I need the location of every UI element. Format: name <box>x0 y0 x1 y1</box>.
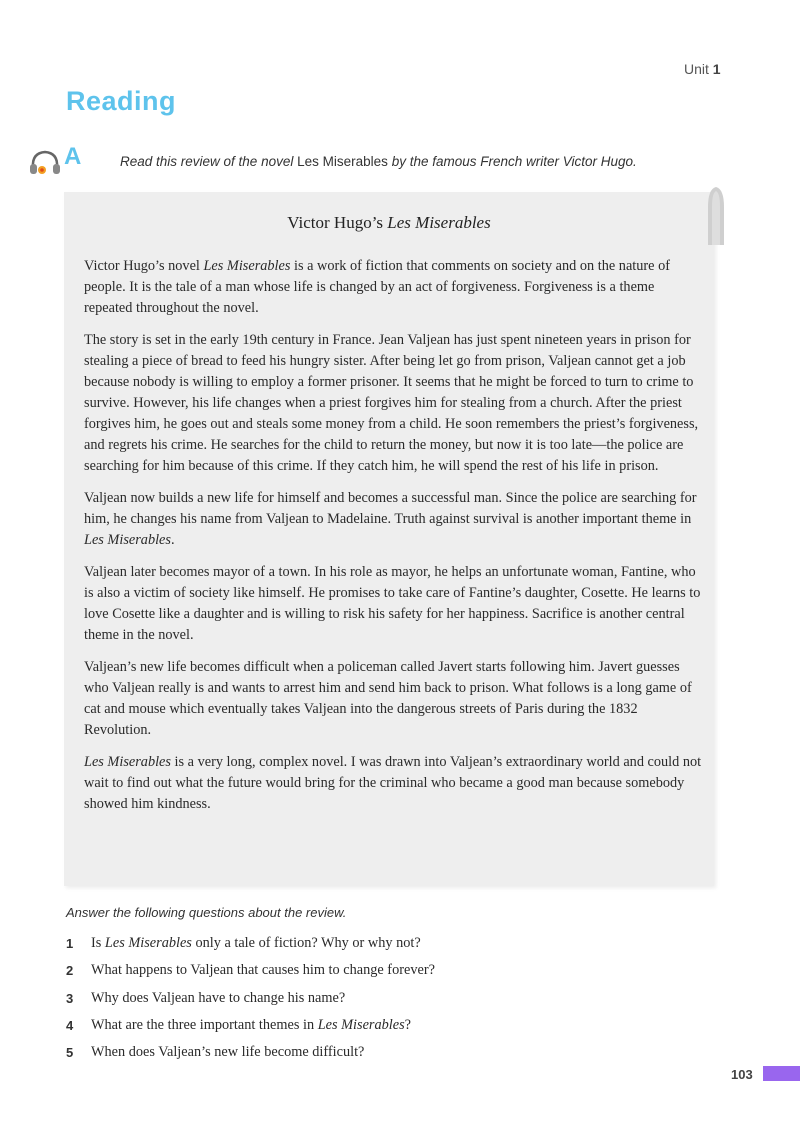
instruction-text: Read this review of the novel Les Miserables by the famous French writer Victor Hugo. <box>120 154 637 169</box>
section-title: Reading <box>66 86 177 116</box>
exercise-letter: A <box>64 143 82 170</box>
review-paragraph: Victor Hugo’s novel Les Miserables is a work of fiction that comments on society and on the nature of people. It is the tale of a man whose life is changed by an act of forgiveness. Forgiveness is a theme repeated throughout the novel. <box>84 258 671 316</box>
review-body <box>84 256 706 815</box>
page-number-accent-bar <box>763 1066 800 1081</box>
page-number: 103 <box>731 1067 753 1082</box>
questions-instruction: Answer the following questions about the review. <box>66 905 347 920</box>
review-box <box>64 192 714 886</box>
review-paragraph: Les Miserables is a very long, complex novel. I was drawn into Valjean’s extraordinary world and could not wait to find out what the future would bring for the criminal who became a good man because somebody showed him kindness. <box>84 754 702 812</box>
review-paragraph: Valjean now builds a new life for himself and becomes a successful man. Since the police are searching for him, he changes his name from Valjean to Madelaine. Truth against survival is another important theme in Les Miserables. <box>84 490 697 548</box>
review-paragraph: Valjean’s new life becomes difficult when a policeman called Javert starts following him. Javert guesses who Valjean really is and wants to arrest him and send him back to prison. What follows is a long game of cat and mouse which eventually takes Valjean into the dangerous streets of Paris during the 1832 Revolution. <box>84 659 692 738</box>
question-item: 2 What happens to Valjean that causes him to change forever? <box>66 962 435 979</box>
review-title: Victor Hugo’s Les Miserables <box>287 213 491 232</box>
question-item: 5 When does Valjean’s new life become difficult? <box>66 1044 365 1061</box>
headphones-icon[interactable] <box>28 147 62 177</box>
page-curl-decoration <box>698 185 728 245</box>
review-paragraph: Valjean later becomes mayor of a town. In his role as mayor, he helps an unfortunate woman, Fantine, who is also a victim of society like himself. He promises to take care of Fantine’s daughter, Cosette. He learns to love Cosette like a daughter and is willing to risk his safety for her happiness. Sacrifice is another central theme in the novel. <box>84 564 701 643</box>
question-item: 4 What are the three important themes in Les Miserables? <box>66 1017 412 1034</box>
review-paragraph: The story is set in the early 19th century in France. Jean Valjean has just spent nineteen years in prison for stealing a piece of bread to feed his hungry sister. After being let go from prison, Valjean cannot get a job because nobody is willing to employ a former prisoner. It seems that he might be forced to turn to crime to survive. However, his life changes when a priest forgives him for stealing from a church. After the priest forgives him, he goes out and steals some money from a child. He soon remembers the priest’s forgiveness, and regrets his crime. He searches for the child to return the money, but now it is too late—the police are searching for him because of this crime. If they catch him, he will spend the rest of his life in prison. <box>84 332 699 474</box>
question-item: 3 Why does Valjean have to change his name? <box>66 989 346 1006</box>
question-item: 1 Is Les Miserables only a tale of fiction? Why or why not? <box>66 935 421 952</box>
questions-list <box>66 930 766 1066</box>
unit-label: Unit 1 <box>684 61 721 77</box>
